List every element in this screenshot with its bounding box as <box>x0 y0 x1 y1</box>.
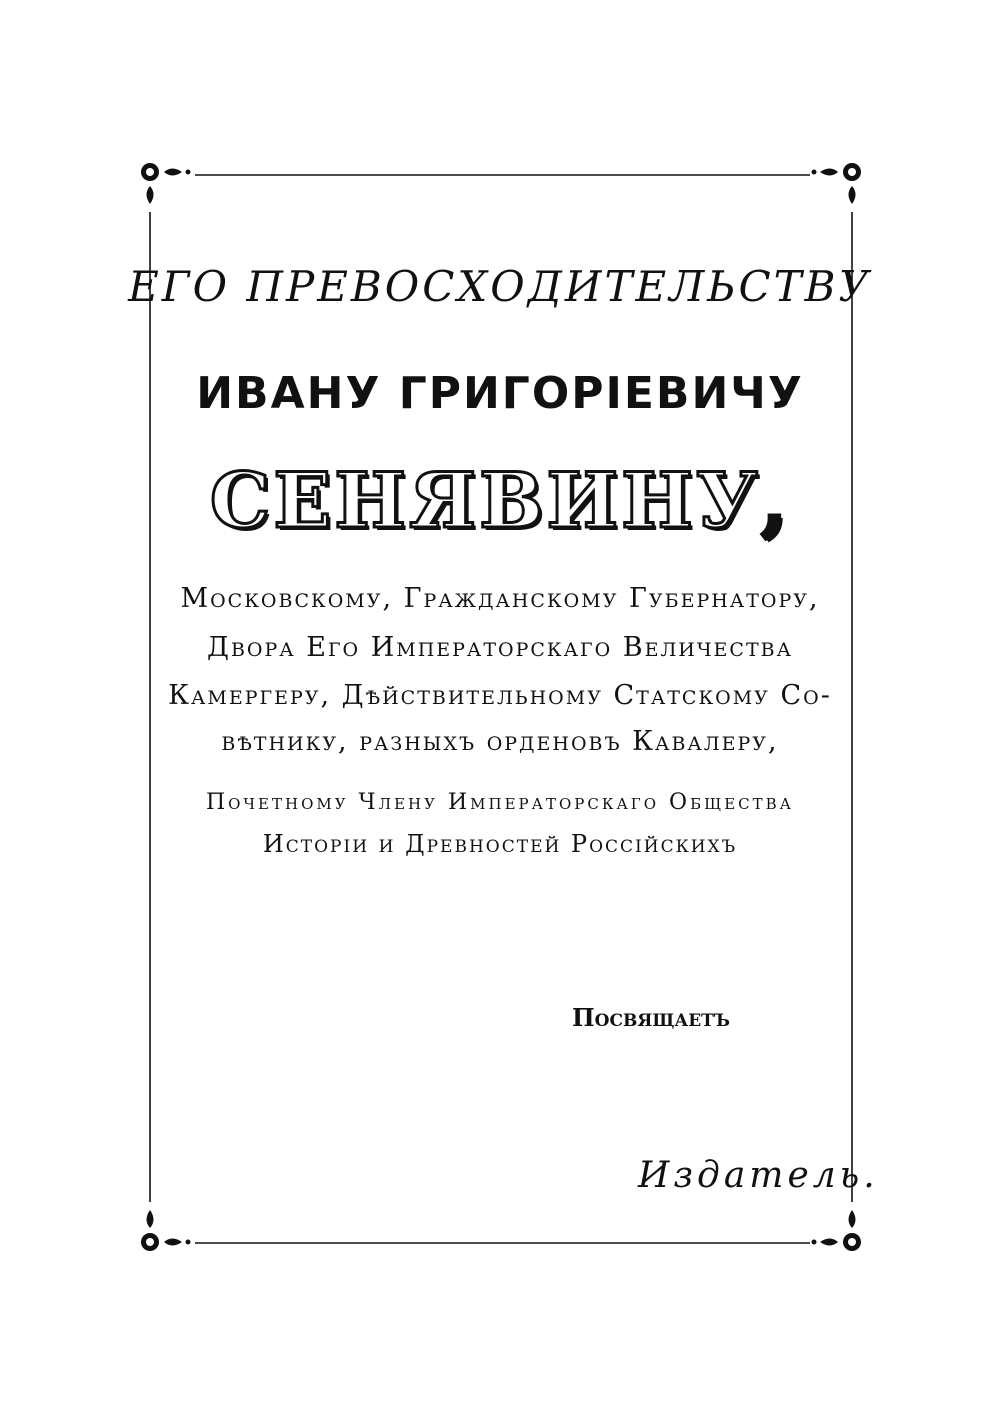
title-line-3: Камергеру, Дѣйствительному Статскому Со- <box>168 680 832 711</box>
surname-text: СЕНЯВИНУ <box>209 456 761 545</box>
corner-ornament-icon <box>141 1210 191 1251</box>
corner-ornament-icon <box>141 163 191 204</box>
dedication-verb: Посвящаетъ <box>572 1003 731 1032</box>
surname-punctuation: , <box>760 456 791 545</box>
title-line-2: Двора Его Императорскаго Величества <box>207 632 793 663</box>
surname-heading <box>0 456 1000 545</box>
title-line-4: вѣтнику, разныхъ орденовъ Кавалеру, <box>221 726 779 757</box>
title-line-1: Московскому, Гражданскому Губернатору, <box>180 583 820 614</box>
publisher-signature: Издатель. <box>638 1155 879 1196</box>
title-line-6: Исторіи и Древностей Россійскихъ <box>262 830 738 858</box>
corner-ornament-icon <box>812 1210 862 1251</box>
dedication-heading: ЕГО ПРЕВОСХОДИТЕЛЬСТВУ <box>128 262 872 311</box>
corner-ornament-icon <box>812 163 862 204</box>
first-name-patronymic: ИВАНУ ГРИГОРІЕВИЧУ <box>196 368 804 419</box>
title-line-5: Почетному Члену Императорскаго Общества <box>205 790 795 815</box>
